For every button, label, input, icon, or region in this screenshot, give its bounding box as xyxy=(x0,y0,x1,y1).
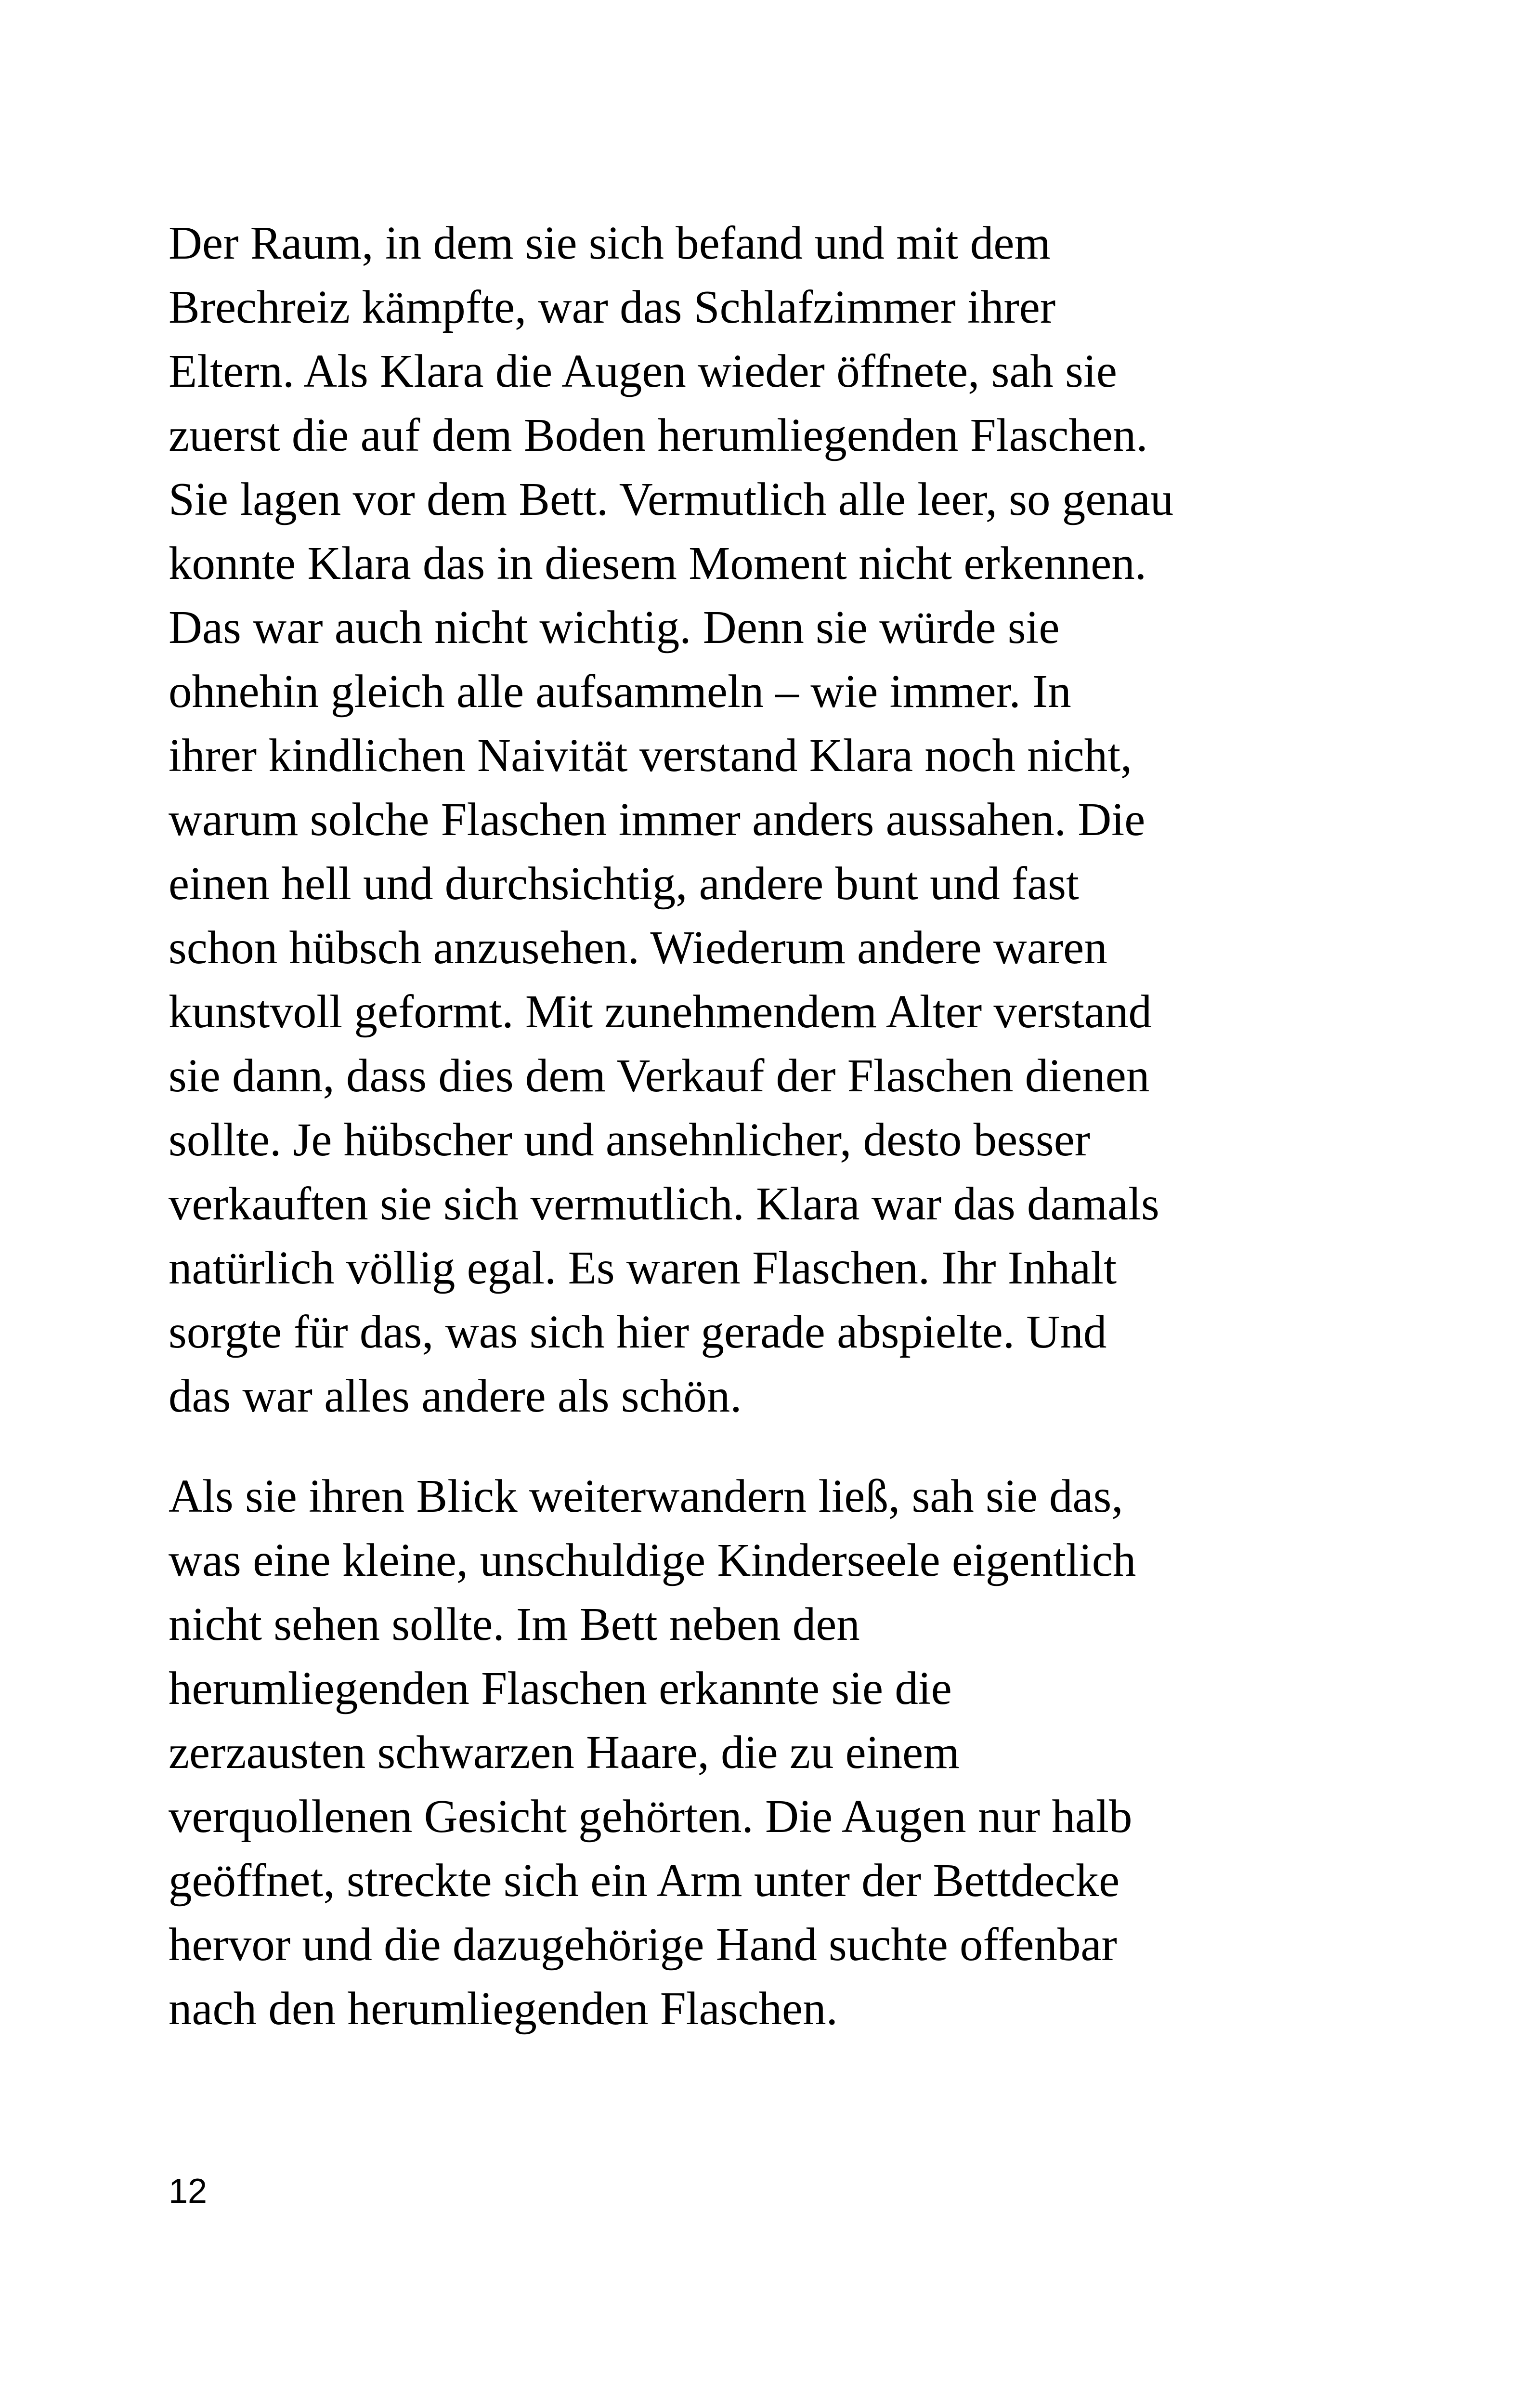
paragraph-line: Als sie ihren Blick weiterwandern ließ, sah sie das, xyxy=(169,1470,1123,1522)
paragraph-line: einen hell und durchsichtig, andere bunt und fast xyxy=(169,858,1079,909)
paragraph-line: hervor und die dazugehörige Hand suchte offenbar xyxy=(169,1919,1117,1970)
paragraph-line: das war alles andere als schön. xyxy=(169,1370,742,1422)
paragraph-line: zerzausten schwarzen Haare, die zu einem xyxy=(169,1727,960,1778)
paragraph-line: sorgte für das, was sich hier gerade abspielte. Und xyxy=(169,1306,1107,1358)
paragraph-line: was eine kleine, unschuldige Kinderseele eigentlich xyxy=(169,1534,1136,1586)
paragraph-line: ohnehin gleich alle aufsammeln – wie immer. In xyxy=(169,666,1071,717)
paragraph-line: zuerst die auf dem Boden herumliegenden Flaschen. xyxy=(169,409,1148,461)
paragraph-line: Das war auch nicht wichtig. Denn sie würde sie xyxy=(169,602,1060,653)
paragraph-line: geöffnet, streckte sich ein Arm unter der Bettdecke xyxy=(169,1855,1120,1906)
paragraph-2 xyxy=(169,1464,1305,2041)
page-number: 12 xyxy=(169,2172,208,2211)
paragraph-line: ihrer kindlichen Naivität verstand Klara noch nicht, xyxy=(169,730,1132,781)
paragraph-line: Der Raum, in dem sie sich befand und mit dem xyxy=(169,217,1051,269)
paragraph-1 xyxy=(169,211,1305,1428)
paragraph-line: Sie lagen vor dem Bett. Vermutlich alle leer, so genau xyxy=(169,473,1174,525)
paragraph-line: verquollenen Gesicht gehörten. Die Augen nur halb xyxy=(169,1791,1132,1842)
paragraph-line: konnte Klara das in diesem Moment nicht erkennen. xyxy=(169,537,1147,589)
paragraph-line: nicht sehen sollte. Im Bett neben den xyxy=(169,1598,860,1650)
paragraph-line: sollte. Je hübscher und ansehnlicher, desto besser xyxy=(169,1114,1091,1165)
paragraph-line: herumliegenden Flaschen erkannte sie die xyxy=(169,1662,952,1714)
paragraph-line: schon hübsch anzusehen. Wiederum andere waren xyxy=(169,922,1107,973)
paragraph-line: verkauften sie sich vermutlich. Klara war das damals xyxy=(169,1178,1159,1230)
paragraph-line: kunstvoll geformt. Mit zunehmendem Alter verstand xyxy=(169,986,1152,1037)
paragraph-line: Eltern. Als Klara die Augen wieder öffnete, sah sie xyxy=(169,345,1117,397)
paragraph-line: sie dann, dass dies dem Verkauf der Flaschen dienen xyxy=(169,1050,1150,1101)
paragraph-line: natürlich völlig egal. Es waren Flaschen. Ihr Inhalt xyxy=(169,1242,1117,1294)
paragraph-line: Brechreiz kämpfte, war das Schlafzimmer ihrer xyxy=(169,281,1056,333)
paragraph-line: nach den herumliegenden Flaschen. xyxy=(169,1983,838,2034)
paragraph-line: warum solche Flaschen immer anders aussahen. Die xyxy=(169,794,1145,845)
